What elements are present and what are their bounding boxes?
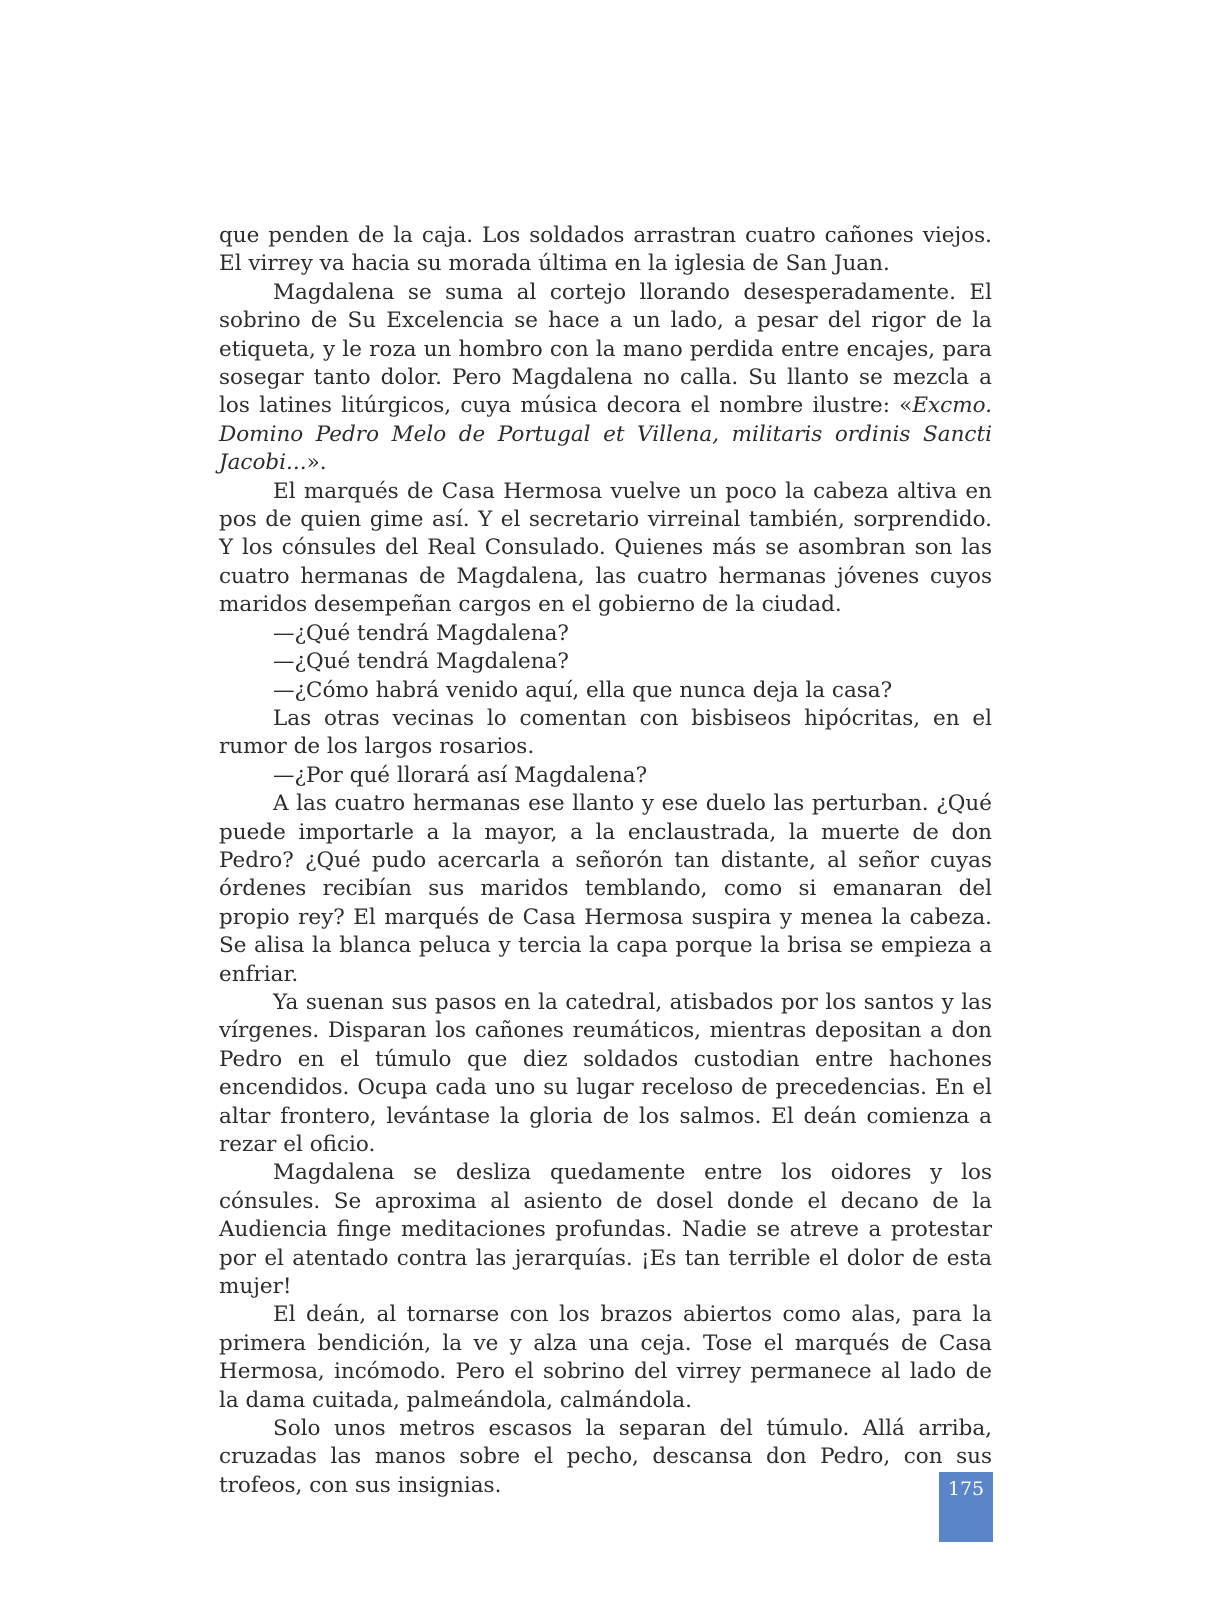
paragraph-11: Magdalena se desliza quedamente entre los oidores y los cónsules. Se aproxima al asiento de dosel donde el decano de la Audiencia finge meditaciones profundas. Nadie se atreve a protestar por el atentado contra las jerarquías. ¡Es tan terrible el dolor de esta mujer! xyxy=(219,1160,992,1300)
paragraph-10: Ya suenan sus pasos en la catedral, atisbados por los santos y las vírgenes. Disparan los cañones reumáticos, mientras depositan a don Pedro en el túmulo que diez soldados custodian entre hachones encendidos. Ocupa cada uno su lugar receloso de precedencias. En el altar frontero, levántase la gloria de los salmos. El deán comienza a rezar el oficio. xyxy=(219,989,992,1157)
paragraph-13: Solo unos metros escasos la separan del túmulo. Allá arriba, cruzadas las manos sobre el pecho, descansa don Pedro, con sus trofeos, con sus insignias. xyxy=(219,1416,992,1498)
paragraph-1: que penden de la caja. Los soldados arrastran cuatro cañones viejos. El virrey va hacia su morada última en la iglesia de San Juan. xyxy=(219,223,992,277)
latin-inscription: Excmo. Domino Pedro Melo de Portugal et Villena, militaris ordinis Sancti Jacobi... xyxy=(219,393,992,476)
dialogue-line-2: —¿Qué tendrá Magdalena? xyxy=(273,649,569,675)
dialogue-line-1: —¿Qué tendrá Magdalena? xyxy=(273,620,569,646)
paragraph-3: El marqués de Casa Hermosa vuelve un poco la cabeza altiva en pos de quien gime así. Y el secretario virreinal también, sorprendido. Y los cónsules del Real Consulado. Quienes más se asombran son las cuatro hermanas de Magdalena, las cuatro hermanas jóvenes cuyos maridos desempeñan cargos en el gobierno de la ciudad. xyxy=(219,478,992,618)
paragraph-7: Las otras vecinas lo comentan con bisbiseos hipócritas, en el rumor de los largos rosarios. xyxy=(219,705,992,760)
paragraph-12: El deán, al tornarse con los brazos abiertos como alas, para la primera bendición, la ve y alza una ceja. Tose el marqués de Casa Hermosa, incómodo. Pero el sobrino del virrey permanece al lado de la dama cuitada, palmeándola, calmándola. xyxy=(219,1302,992,1413)
dialogue-line-3: —¿Cómo habrá venido aquí, ella que nunca deja la casa? xyxy=(273,677,893,703)
page-number: 175 xyxy=(947,1478,985,1500)
paragraph-2-text: Magdalena se suma al cortejo llorando desesperadamente. El sobrino de Su Excelencia se hace a un lado, a pesar del rigor de la etiqueta, y le roza un hombro con la mano perdida entre encajes, para sosegar tanto dolor. Pero Magdalena no calla. Su llanto se mezcla a los latines litúrgicos, cuya música decora el nombre ilustre: « xyxy=(219,279,992,419)
body-text xyxy=(219,222,992,1500)
page-number-badge xyxy=(939,1472,993,1542)
dialogue-line-4: —¿Por qué llorará así Magdalena? xyxy=(273,762,648,788)
paragraph-2 xyxy=(219,279,992,478)
paragraph-9: A las cuatro hermanas ese llanto y ese duelo las perturban. ¿Qué puede importarle a la mayor, a la enclaustrada, la muerte de don Pedro? ¿Qué pudo acercarla a señorón tan distante, al señor cuyas órdenes recibían sus maridos temblando, como si emanaran del propio rey? El marqués de Casa Hermosa suspira y menea la cabeza. Se alisa la blanca peluca y tercia la capa porque la brisa se empieza a enfriar. xyxy=(219,791,992,987)
paragraph-2-closing: ». xyxy=(306,450,327,476)
